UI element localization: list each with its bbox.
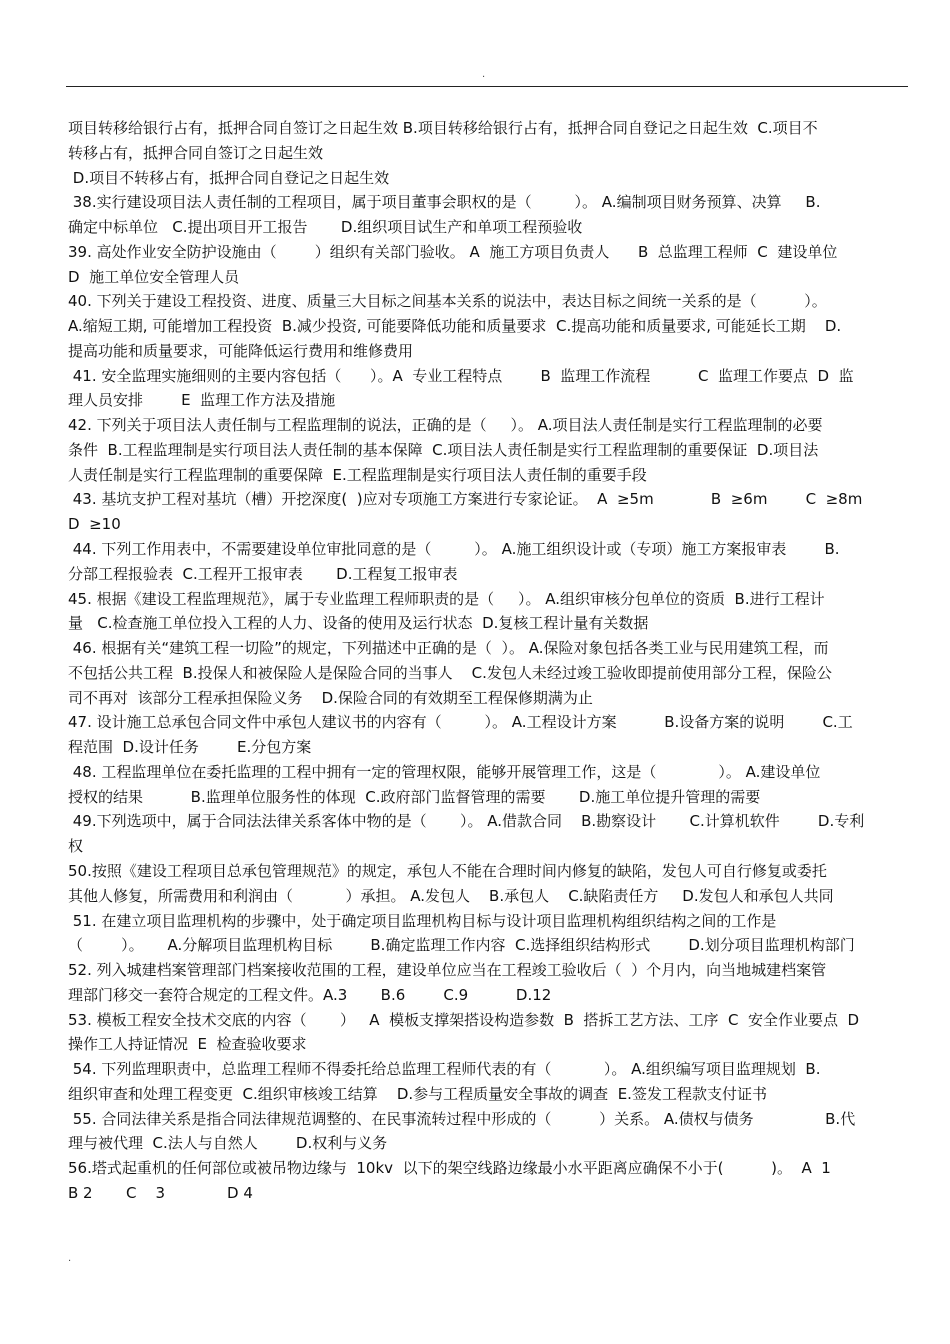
text-line: D ≥10 [68,515,121,534]
text-line: 46. 根据有关“建筑工程一切险”的规定，下列描述中正确的是（ ）。 A.保险对象包括各类工业与民用建筑工程，而 [68,639,829,658]
text-line: 51. 在建立项目监理机构的步骤中，处于确定项目监理机构目标与设计项目监理机构组织结构之间的工作是 [68,911,777,930]
text-line: 组织审查和处理工程变更 C.组织审核竣工结算 D.参与工程质量安全事故的调查 E.签发工程款支付证书 [68,1084,767,1103]
text-line: 43. 基坑支护工程对基坑（槽）开挖深度( )应对专项施工方案进行专家论证。 A ≥5m B ≥6m C ≥8m [68,490,863,509]
text-line: 条件 B.工程监理制是实行项目法人责任制的基本保障 C.项目法人责任制是实行工程监理制的重要保证 D.项目法 [68,440,819,459]
text-line: 54. 下列监理职责中，总监理工程师不得委托给总监理工程师代表的有（ ）。 A.组织编写项目监理规划 B. [68,1060,821,1079]
text-line: 53. 模板工程安全技术交底的内容（ ） A 模板支撑架搭设构造参数 B 搭拆工艺方法、工序 C 安全作业要点 D [68,1010,860,1029]
text-line: 理与被代理 C.法人与自然人 D.权利与义务 [68,1134,388,1153]
text-line: B 2 C 3 D 4 [68,1183,253,1202]
text-line: 授权的结果 B.监理单位服务性的体现 C.政府部门监督管理的需要 D.施工单位提升管理的需要 [68,787,761,806]
text-line: A.缩短工期, 可能增加工程投资 B.减少投资, 可能要降低功能和质量要求 C.提高功能和质量要求, 可能延长工期 D. [68,317,842,336]
text-line: 量 C.检查施工单位投入工程的人力、设备的使用及运行状态 D.复核工程计量有关数据 [68,614,649,633]
text-line: 49.下列选项中，属于合同法法律关系客体中物的是（ ）。 A.借款合同 B.勘察设计 C.计算机软件 D.专利 [68,812,865,831]
text-line: D 施工单位安全管理人员 [68,267,240,286]
text-line: 47. 设计施工总承包合同文件中承包人建议书的内容有（ ）。 A.工程设计方案 B.设备方案的说明 C.工 [68,713,853,732]
text-line: 程范围 D.设计任务 E.分包方案 [68,738,312,757]
text-line: 41. 安全监理实施细则的主要内容包括（ ）。A 专业工程特点 B 监理工作流程 C 监理工作要点 D 监 [68,366,854,385]
text-line: 48. 工程监理单位在委托监理的工程中拥有一定的管理权限，能够开展管理工作，这是（ ）。 A.建设单位 [68,762,821,781]
text-line: 理人员安排 E 监理工作方法及措施 [68,391,336,410]
text-line: 39. 高处作业安全防护设施由（ ）组织有关部门验收。 A 施工方项目负责人 B 总监理工程师 C 建设单位 [68,242,838,261]
text-line: 50.按照《建设工程项目总承包管理规范》的规定，承包人不能在合理时间内修复的缺陷，发包人可自行修复或委托 [68,861,827,880]
text-line: 其他人修复，所需费用和利润由（ ）承担。 A.发包人 B.承包人 C.缺陷责任方 D.发包人和承包人共同 [68,886,834,905]
text-line: 42. 下列关于项目法人责任制与工程监理制的说法，正确的是（ ）。 A.项目法人责任制是实行工程监理制的必要 [68,416,823,435]
text-line: 人责任制是实行工程监理制的重要保障 E.工程监理制是实行项目法人责任制的重要手段 [68,465,647,484]
text-line: 项目转移给银行占有，抵押合同自签订之日起生效 B.项目转移给银行占有，抵押合同自登记之日起生效 C.项目不 [68,119,818,137]
header-rule [66,86,908,87]
text-line: 分部工程报验表 C.工程开工报审表 D.工程复工报审表 [68,564,458,583]
text-line: 理部门移交一套符合规定的工程文件。A.3 B.6 C.9 D.12 [68,985,552,1004]
text-line: 40. 下列关于建设工程投资、进度、质量三大目标之间基本关系的说法中，表达目标之间统一关系的是（ ）。 [68,292,827,311]
text-line: （ ）。 A.分解项目监理机构目标 B.确定监理工作内容 C.选择组织结构形式 D.划分项目监理机构部门 [68,936,855,955]
text-line: 权 [68,837,84,856]
text-line: D.项目不转移占有，抵押合同自登记之日起生效 [68,168,390,187]
text-line: 44. 下列工作用表中，不需要建设单位审批同意的是（ ）。 A.施工组织设计或（专项）施工方案报审表 B. [68,540,840,559]
text-line: 55. 合同法律关系是指合同法律规范调整的、在民事流转过程中形成的（ ）关系。 A.债权与债务 B.代 [68,1109,856,1128]
text-line: 38.实行建设项目法人责任制的工程项目，属于项目董事会职权的是（ ）。 A.编制项目财务预算、决算 B. [68,193,821,212]
text-line: 确定中标单位 C.提出项目开工报告 D.组织项目试生产和单项工程预验收 [68,218,583,237]
header-mark: . [482,69,486,80]
text-line: 不包括公共工程 B.投保人和被保险人是保险合同的当事人 C.发包人未经过竣工验收即提前使用部分工程，保险公 [68,663,832,682]
text-line: 56.塔式起重机的任何部位或被吊物边缘与 10kv 以下的架空线路边缘最小水平距离应确保不小于( )。 A 1 [68,1159,831,1178]
text-line: 操作工人持证情况 E 检查验收要求 [68,1035,307,1054]
text-line: 转移占有，抵押合同自签订之日起生效 [68,143,324,162]
text-line: 45. 根据《建设工程监理规范》，属于专业监理工程师职责的是（ ）。 A.组织审核分包单位的资质 B.进行工程计 [68,589,825,608]
footer-mark: . [68,1253,72,1264]
text-line: 52. 列入城建档案管理部门档案接收范围的工程，建设单位应当在工程竣工验收后（ ）个月内，向当地城建档案管 [68,961,827,980]
text-line: 司不再对 该部分工程承担保险义务 D.保险合同的有效期至工程保修期满为止 [68,688,593,707]
question-body [68,116,905,1206]
text-line: 提高功能和质量要求，可能降低运行费用和维修费用 [68,341,414,360]
